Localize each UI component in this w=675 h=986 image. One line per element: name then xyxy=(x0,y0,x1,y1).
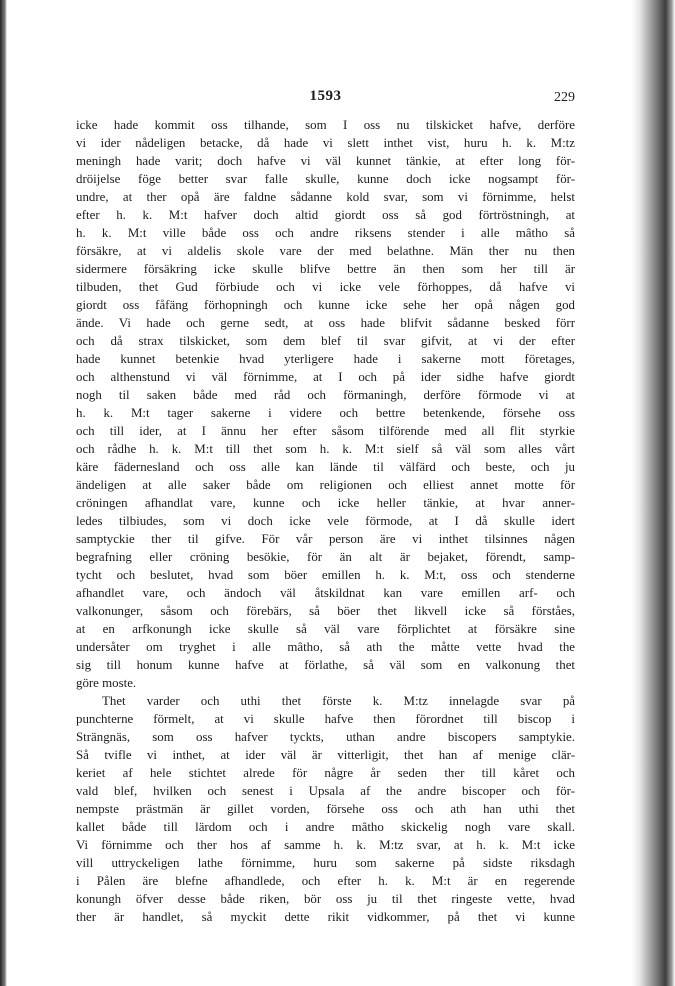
text-line: cröningen afhandlat vare, kunne och icke heller tänkie, at hvar anner- xyxy=(76,496,575,510)
text-line: nempste prästmän är gillet vorden, försehe oss och ath han uthi thet xyxy=(76,802,575,816)
text-line: göre moste. xyxy=(76,676,137,690)
text-line: och till ider, at I ännu her efter såsom tilförende med all flit styrkie xyxy=(76,424,575,438)
text-line: undre, at ther opå äre faldne sådanne kold svar, som vi förnimme, helst xyxy=(76,190,575,204)
text-line: försäkre, at vi aldelis skole vare der med belathne. Män ther nu then xyxy=(76,244,575,258)
text-line: sig till honum kunne hafve at förlathe, så väl som en valkonung thet xyxy=(76,658,575,672)
text-line: giordt oss fåfäng förhopningh och kunne icke sehe her opå någen god xyxy=(76,298,575,312)
page-header xyxy=(76,88,575,110)
text-line: dröijelse föge better svar falle skulle, kunne doch icke nogsampt för- xyxy=(76,172,575,186)
page-number: 1593 xyxy=(309,88,342,104)
text-line: käre fädernesland och oss alle kan lände til välfärd och beste, och ju xyxy=(76,460,575,474)
text-line: och då strax tilskicket, som dem blef til svar gifvit, at vi der efter xyxy=(76,334,575,348)
text-line: i Pålen äre blefne afhandlede, och efter h. k. M:t är en regerende xyxy=(76,874,575,888)
text-line: tycht och beslutet, hvad som böer emillen h. k. M:t, oss och stenderne xyxy=(76,568,575,582)
text-line: Så tvifle vi inthet, at ider väl är vitterligit, thet han af menige clär- xyxy=(76,748,575,762)
text-line: ände. Vi hade och gerne sedt, at oss hade blifvit sådanne besked förr xyxy=(76,316,575,330)
text-line: afhandlet vare, och ändoch väl åtskildnat kan vare emillen arf- och xyxy=(76,586,575,600)
text-line: meningh hade varit; doch hafve vi väl kunnet tänkie, at efter long för- xyxy=(76,154,575,168)
text-line: Strängnäs, som oss hafver tyckts, uthan andre biscopers samptykie. xyxy=(76,730,575,744)
page-left-edge xyxy=(0,0,7,986)
body-text xyxy=(76,116,575,926)
text-line: hade kunnet betenkie hvad yterligere hade i sakerne mott företages, xyxy=(76,352,575,366)
text-line: h. k. M:t tager sakerne i videre och bettre betenkende, försehe oss xyxy=(76,406,575,420)
text-line: icke hade kommit oss tilhande, som I oss nu tilskicket hafve, derföre xyxy=(76,118,575,132)
folio-number: 229 xyxy=(554,90,575,105)
text-line: valkonunger, såsom och förebärs, så böer thet likvell icke så förståes, xyxy=(76,604,575,618)
text-line: Thet varder och uthi thet förste k. M:tz innelagde svar på xyxy=(102,694,575,708)
text-line: efter h. k. M:t hafver doch altid giordt oss så god förtröstningh, at xyxy=(76,208,575,222)
text-line: och althenstund vi väl förnimme, at I och på ider sidhe hafve giordt xyxy=(76,370,575,384)
text-line: keriet af hele stichtet alrede för någre år seden ther till kåret och xyxy=(76,766,575,780)
text-line: h. k. M:t ville både oss och andre riksens stender i alle mâtho så xyxy=(76,226,575,240)
text-line: ther är handlet, så myckit dette rikit vidkommer, på thet vi kunne xyxy=(76,910,575,924)
text-line: undersåter om tryghet i alle mâtho, så ath the måtte vette hvad the xyxy=(76,640,575,654)
text-line: vi ider nådeligen betacke, då hade vi slett inthet vist, huru h. k. M:tz xyxy=(76,136,575,150)
text-line: samptyckie ther til gifve. För vår person äre vi inthet tilsinnes någen xyxy=(76,532,575,546)
text-line: sidermere försäkring icke skulle blifve bettre än then som her till är xyxy=(76,262,575,276)
text-line: vill uttryckeligen lathe förnimme, huru som sakerne på sidste riksdagh xyxy=(76,856,575,870)
text-line: konungh öfver desse både riken, bör oss ju til thet ringeste vette, hvad xyxy=(76,892,575,906)
text-line: at en arfkonungh icke skulle så väl vare förplichtet at försäkre sine xyxy=(76,622,575,636)
text-line: vald blef, hvilken och senest i Upsala af the andre biscoper och för- xyxy=(76,784,575,798)
book-spine-edge xyxy=(632,0,675,986)
text-line: tilbuden, thet Gud förbiude och vi icke vele förhoppes, då hafve vi xyxy=(76,280,575,294)
text-line: ledes tilbiudes, som vi doch icke vele förmode, at I då skulle idert xyxy=(76,514,575,528)
text-line: punchterne förmelt, at vi skulle hafve then förordnet till biscop i xyxy=(76,712,575,726)
text-line: ändeligen at alle saker både om religionen och elliest annet motte för xyxy=(76,478,575,492)
text-line: kallet både till lärdom och i andre mâtho skickelig nogh vare skall. xyxy=(76,820,575,834)
text-line: Vi förnimme och ther hos af samme h. k. M:tz svar, at h. k. M:t icke xyxy=(76,838,575,852)
text-line: och rådhe h. k. M:t till thet som h. k. M:t sielf så väl som alles vårt xyxy=(76,442,575,456)
text-line: begrafning eller cröning besökie, för än alt är bejaket, förendt, samp- xyxy=(76,550,575,564)
text-line: nogh til saken både med råd och förmaningh, derföre förmode vi at xyxy=(76,388,575,402)
